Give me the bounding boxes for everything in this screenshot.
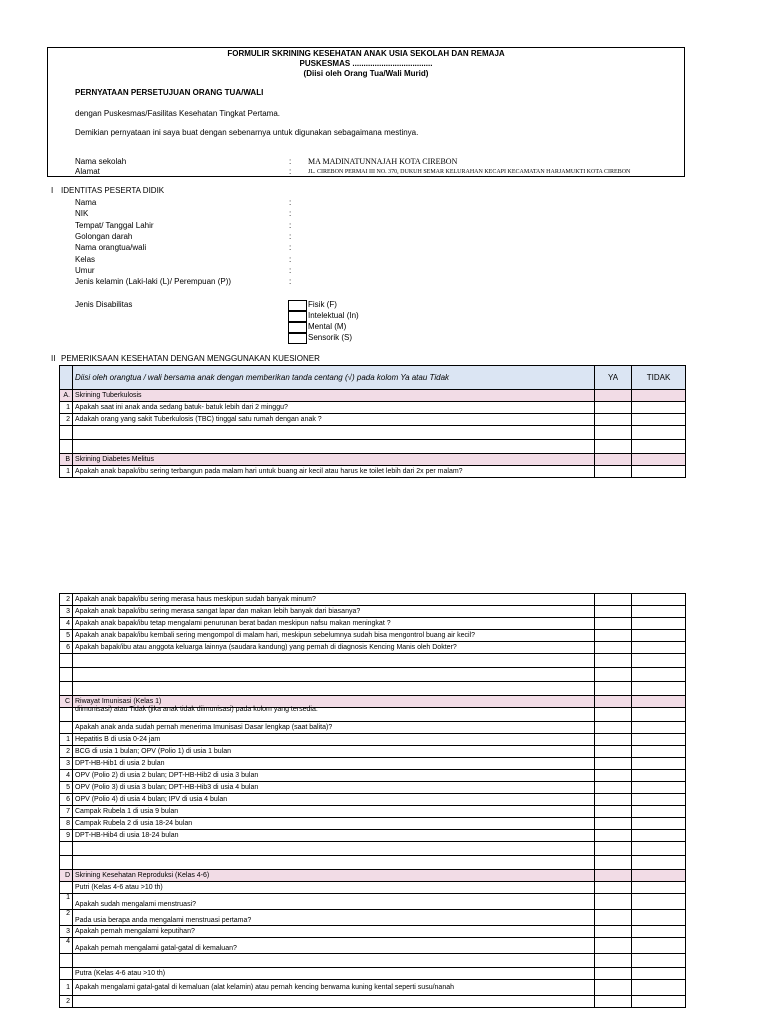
question-text: DPT-HB-Hib1 di usia 2 bulan	[73, 758, 595, 770]
field-goldar-colon: :	[289, 232, 292, 241]
answer-tidak-cell[interactable]	[632, 642, 686, 654]
answer-tidak-cell[interactable]	[632, 414, 686, 426]
answer-tidak-cell[interactable]	[632, 594, 686, 606]
row-number: 6	[60, 794, 73, 806]
table-row	[60, 968, 686, 980]
exam-title: PEMERIKSAAN KESEHATAN DENGAN MENGGUNAKAN KUESIONER	[61, 354, 320, 363]
row-number: 1	[60, 734, 73, 746]
question-text: Apakah saat ini anak anda sedang batuk- batuk lebih dari 2 minggu?	[73, 402, 595, 414]
row-number: 2	[60, 910, 73, 926]
disability-label: Jenis Disabilitas	[75, 300, 133, 309]
field-kelas-colon: :	[289, 255, 292, 264]
field-kelas-label: Kelas	[75, 255, 96, 264]
field-umur-colon: :	[289, 266, 292, 275]
answer-tidak-cell[interactable]	[632, 818, 686, 830]
answer-tidak-cell[interactable]	[632, 968, 686, 980]
row-number: 9	[60, 830, 73, 842]
table-row	[60, 402, 686, 414]
table-row	[60, 594, 686, 606]
answer-ya-cell[interactable]	[595, 980, 632, 996]
questionnaire-table-part1	[59, 365, 686, 478]
consent-line-2: Demikian pernyataan ini saya buat dengan sebenarnya untuk digunakan sebagaimana mestinya.	[75, 128, 419, 137]
answer-ya-cell[interactable]	[595, 938, 632, 954]
table-row	[60, 818, 686, 830]
answer-ya-cell[interactable]	[595, 782, 632, 794]
answer-tidak-cell[interactable]	[632, 794, 686, 806]
section-b-row	[60, 454, 686, 466]
blank-row	[60, 654, 686, 668]
row-number	[60, 882, 73, 894]
address-label: Alamat	[75, 167, 100, 176]
question-text: Apakah anak bapak/ibu sering merasa haus meskipun sudah banyak minum?	[73, 594, 595, 606]
blank-row	[60, 682, 686, 696]
row-number: 7	[60, 806, 73, 818]
question-text: DPT-HB-Hib4 di usia 18-24 bulan	[73, 830, 595, 842]
table-row	[60, 910, 686, 926]
disability-option-fisik: Fisik (F)	[308, 300, 337, 309]
section-c-code: C	[60, 696, 73, 708]
section-a-title: Skrining Tuberkulosis	[73, 390, 595, 402]
row-number: 2	[60, 594, 73, 606]
blank-row	[60, 842, 686, 856]
row-number: 1	[60, 894, 73, 910]
table-row	[60, 770, 686, 782]
answer-tidak-cell[interactable]	[632, 722, 686, 734]
row-number: 6	[60, 642, 73, 654]
answer-ya-cell[interactable]	[595, 630, 632, 642]
section-a-row	[60, 390, 686, 402]
table-row	[60, 414, 686, 426]
answer-ya-cell[interactable]	[595, 618, 632, 630]
answer-tidak-cell[interactable]	[632, 746, 686, 758]
exam-number: II	[51, 354, 56, 363]
answer-tidak-cell[interactable]	[632, 996, 686, 1008]
table-row	[60, 606, 686, 618]
row-number: 2	[60, 414, 73, 426]
immunization-instruction-overflow: diimunisasi) atau Tidak (jika anak tidak diimunisasi) pada kolom yang tersedia.	[75, 706, 318, 713]
question-text: Hepatitis B di usia 0-24 jam	[73, 734, 595, 746]
field-jk-colon: :	[289, 277, 292, 286]
answer-ya-cell[interactable]	[595, 594, 632, 606]
answer-tidak-cell[interactable]	[632, 830, 686, 842]
blank-row	[60, 954, 686, 968]
table-row	[60, 746, 686, 758]
blank-row	[60, 856, 686, 870]
identity-title: IDENTITAS PESERTA DIDIK	[61, 186, 165, 195]
row-number: 2	[60, 746, 73, 758]
question-text: Adakah orang yang sakit Tuberkulosis (TBC) tinggal satu rumah dengan anak ?	[73, 414, 595, 426]
answer-tidak-cell[interactable]	[632, 618, 686, 630]
table-row	[60, 630, 686, 642]
section-b-tidak	[632, 454, 686, 466]
answer-ya-cell[interactable]	[595, 794, 632, 806]
table-row	[60, 980, 686, 996]
instruction-text: Diisi oleh orangtua / wali bersama anak dengan memberikan tanda centang (√) pada kolom Ya atau Tidak	[73, 366, 595, 390]
table-row	[60, 996, 686, 1008]
section-d-ya	[595, 870, 632, 882]
row-number: 4	[60, 770, 73, 782]
field-ortu-colon: :	[289, 243, 292, 252]
immunization-question: Apakah anak anda sudah pernah menerima Imunisasi Dasar lengkap (saat balita)?	[73, 722, 595, 734]
row-number: 1	[60, 402, 73, 414]
question-text: Apakah anak bapak/ibu tetap mengalami penurunan berat badan meskipun nafsu makan meningkat ?	[73, 618, 595, 630]
question-text: Pada usia berapa anda mengalami menstruasi pertama?	[73, 910, 595, 926]
question-text: OPV (Polio 3) di usia 3 bulan; DPT-HB-Hib3 di usia 4 bulan	[73, 782, 595, 794]
table-row	[60, 642, 686, 654]
question-text: Apakah pernah mengalami keputihan?	[73, 926, 595, 938]
row-number	[60, 968, 73, 980]
answer-ya-cell[interactable]	[595, 830, 632, 842]
table-row	[60, 806, 686, 818]
row-number: 3	[60, 606, 73, 618]
answer-ya-cell[interactable]	[595, 910, 632, 926]
field-jk-label: Jenis kelamin (Laki-laki (L)/ Perempuan (P))	[75, 277, 232, 286]
answer-ya-cell[interactable]	[595, 894, 632, 910]
section-a-code: A.	[60, 390, 73, 402]
table-row	[60, 782, 686, 794]
answer-ya-cell[interactable]	[595, 882, 632, 894]
question-text: Campak Rubela 2 di usia 18-24 bulan	[73, 818, 595, 830]
table-row	[60, 758, 686, 770]
row-number: 8	[60, 818, 73, 830]
field-nama-label: Nama	[75, 198, 97, 207]
section-c-title: Riwayat Imunisasi (Kelas 1)	[73, 696, 595, 708]
field-umur-label: Umur	[75, 266, 95, 275]
section-d-title: Skrining Kesehatan Reproduksi (Kelas 4-6)	[73, 870, 595, 882]
section-b-code: B	[60, 454, 73, 466]
question-text	[73, 996, 595, 1008]
answer-ya-cell[interactable]	[595, 746, 632, 758]
section-b-title: Skrining Diabetes Melitus	[73, 454, 595, 466]
row-number: 5	[60, 630, 73, 642]
school-label: Nama sekolah	[75, 157, 127, 166]
identity-number: I	[51, 186, 54, 195]
answer-tidak-cell[interactable]	[632, 882, 686, 894]
field-ttl-colon: :	[289, 221, 292, 230]
header-num-cell	[60, 366, 73, 390]
table-row	[60, 938, 686, 954]
row-number: 1	[60, 980, 73, 996]
girls-label: Putri (Kelas 4-6 atau >10 th)	[73, 882, 595, 894]
field-nik-label: NIK	[75, 209, 89, 218]
answer-ya-cell[interactable]	[595, 606, 632, 618]
section-a-tidak	[632, 390, 686, 402]
blank-row	[60, 426, 686, 440]
school-value: MA MADINATUNNAJAH KOTA CIREBON	[308, 157, 458, 166]
question-text: OPV (Polio 2) di usia 2 bulan; DPT-HB-Hib2 di usia 3 bulan	[73, 770, 595, 782]
disability-option-intelektual: Intelektual (In)	[308, 311, 359, 320]
table-row	[60, 722, 686, 734]
disability-option-sensorik: Sensorik (S)	[308, 333, 353, 342]
answer-tidak-cell[interactable]	[632, 630, 686, 642]
row-number: 2	[60, 996, 73, 1008]
table-row	[60, 894, 686, 910]
blank-row	[60, 440, 686, 454]
answer-ya-cell[interactable]	[595, 734, 632, 746]
disability-checkbox-sensorik[interactable]	[288, 333, 307, 344]
address-colon: :	[289, 167, 292, 176]
row-number: 5	[60, 782, 73, 794]
answer-tidak-cell[interactable]	[632, 402, 686, 414]
consent-title: PERNYATAAN PERSETUJUAN ORANG TUA/WALI	[75, 88, 264, 97]
field-goldar-label: Golongan darah	[75, 232, 133, 241]
section-b-ya	[595, 454, 632, 466]
boys-label: Putra (Kelas 4-6 atau >10 th)	[73, 968, 595, 980]
answer-tidak-cell[interactable]	[632, 606, 686, 618]
field-ortu-label: Nama orangtua/wali	[75, 243, 147, 252]
section-d-tidak	[632, 870, 686, 882]
answer-ya-cell[interactable]	[595, 926, 632, 938]
answer-ya-cell[interactable]	[595, 770, 632, 782]
questionnaire-table-part2	[59, 593, 686, 1008]
form-subtitle-note: (Diisi oleh Orang Tua/Wali Murid)	[303, 69, 429, 78]
answer-tidak-cell[interactable]	[632, 938, 686, 954]
answer-tidak-cell[interactable]	[632, 894, 686, 910]
table-row	[60, 734, 686, 746]
question-text: Campak Rubela 1 di usia 9 bulan	[73, 806, 595, 818]
consent-line-1: dengan Puskesmas/Fasilitas Kesehatan Tingkat Pertama.	[75, 109, 280, 118]
section-d-row	[60, 870, 686, 882]
answer-tidak-cell[interactable]	[632, 466, 686, 478]
question-text: OPV (Polio 4) di usia 4 bulan; IPV di usia 4 bulan	[73, 794, 595, 806]
question-text: Apakah anak bapak/ibu sering terbangun pada malam hari untuk buang air kecil atau harus ke toilet lebih dari 2x per malam?	[73, 466, 595, 478]
section-a-ya	[595, 390, 632, 402]
section-c-tidak	[632, 696, 686, 708]
school-colon: :	[289, 157, 292, 166]
answer-ya-cell[interactable]	[595, 402, 632, 414]
row-number: 4	[60, 618, 73, 630]
table-row	[60, 466, 686, 478]
answer-ya-cell[interactable]	[595, 722, 632, 734]
answer-tidak-cell[interactable]	[632, 910, 686, 926]
answer-tidak-cell[interactable]	[632, 926, 686, 938]
questionnaire-header-row	[60, 366, 686, 390]
answer-ya-cell[interactable]	[595, 414, 632, 426]
field-nik-colon: :	[289, 209, 292, 218]
question-text: Apakah mengalami gatal-gatal di kemaluan (alat kelamin) atau pernah kencing berwarna kuning kental seperti susu/nanah	[73, 980, 595, 996]
table-row	[60, 830, 686, 842]
answer-tidak-cell[interactable]	[632, 806, 686, 818]
disability-option-mental: Mental (M)	[308, 322, 347, 331]
form-title: FORMULIR SKRINING KESEHATAN ANAK USIA SEKOLAH DAN REMAJA	[227, 49, 505, 58]
answer-tidak-cell[interactable]	[632, 770, 686, 782]
answer-ya-cell[interactable]	[595, 466, 632, 478]
answer-ya-cell[interactable]	[595, 818, 632, 830]
disability-checkbox-intelektual[interactable]	[288, 311, 307, 322]
answer-tidak-cell[interactable]	[632, 782, 686, 794]
form-subtitle-puskesmas: PUSKESMAS ....................................	[299, 59, 433, 68]
answer-tidak-cell[interactable]	[632, 734, 686, 746]
col-ya-header: YA	[595, 366, 632, 390]
answer-ya-cell[interactable]	[595, 642, 632, 654]
row-number	[60, 722, 73, 734]
answer-ya-cell[interactable]	[595, 996, 632, 1008]
disability-checkbox-mental[interactable]	[288, 322, 307, 333]
disability-checkbox-fisik[interactable]	[288, 300, 307, 311]
field-ttl-label: Tempat/ Tanggal Lahir	[75, 221, 154, 230]
section-d-code: D	[60, 870, 73, 882]
answer-tidak-cell[interactable]	[632, 758, 686, 770]
question-text: Apakah sudah mengalami menstruasi?	[73, 894, 595, 910]
field-nama-colon: :	[289, 198, 292, 207]
col-tidak-header: TIDAK	[632, 366, 686, 390]
answer-ya-cell[interactable]	[595, 968, 632, 980]
row-number: 4	[60, 938, 73, 954]
answer-ya-cell[interactable]	[595, 806, 632, 818]
table-row	[60, 926, 686, 938]
table-row	[60, 794, 686, 806]
blank-row	[60, 668, 686, 682]
question-text: BCG di usia 1 bulan; OPV (Polio 1) di usia 1 bulan	[73, 746, 595, 758]
question-text: Apakah bapak/ibu atau anggota keluarga lainnya (saudara kandung) yang pernah di diagnosis Kencing Manis oleh Dokter?	[73, 642, 595, 654]
question-text: Apakah anak bapak/ibu sering merasa sangat lapar dan makan lebih banyak dari biasanya?	[73, 606, 595, 618]
row-number: 1	[60, 466, 73, 478]
address-value: JL. CIREBON PERMAI III NO. 370, DUKUH SEMAR KELURAHAN KECAPI KECAMATAN HARJAMUKTI KOTA CIREBON	[308, 169, 631, 175]
row-number: 3	[60, 926, 73, 938]
question-text: Apakah anak bapak/ibu kembali sering mengompol di malam hari, meskipun sebelumnya sudah bisa mengontrol buang air kecil?	[73, 630, 595, 642]
table-row	[60, 882, 686, 894]
answer-tidak-cell[interactable]	[632, 980, 686, 996]
question-text: Apakah pernah mengalami gatal-gatal di kemaluan?	[73, 938, 595, 954]
section-c-ya	[595, 696, 632, 708]
table-row	[60, 618, 686, 630]
row-number: 3	[60, 758, 73, 770]
answer-ya-cell[interactable]	[595, 758, 632, 770]
